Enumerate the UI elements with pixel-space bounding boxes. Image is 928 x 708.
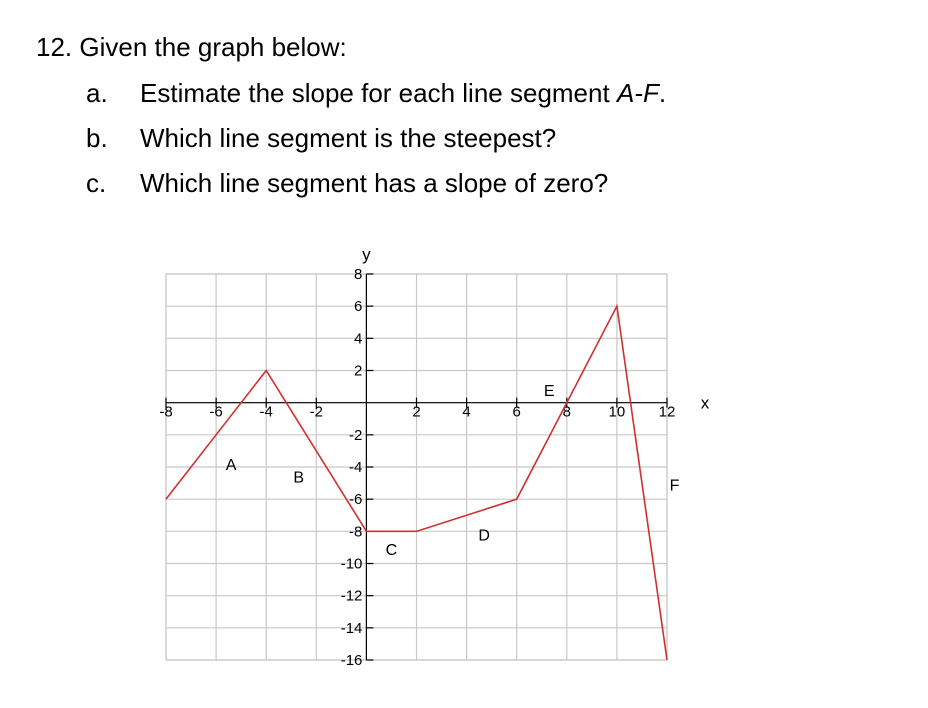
y-axis-label: y xyxy=(362,245,371,264)
grid xyxy=(166,274,667,660)
x-tick-label: 12 xyxy=(658,403,676,421)
x-tick-label: -6 xyxy=(209,403,223,421)
y-tick-label: -16 xyxy=(340,652,363,669)
y-tick-label: 8 xyxy=(354,266,363,283)
part-a-text-before: Estimate the slope for each line segment xyxy=(140,78,617,108)
segment-label-f: F xyxy=(669,477,680,495)
x-tick-label: 8 xyxy=(562,403,571,421)
part-a-label: a. xyxy=(86,78,108,108)
question-title: 12. Given the graph below: xyxy=(36,32,347,62)
part-c-label: c. xyxy=(86,168,107,198)
part-b-label: b. xyxy=(86,123,108,153)
x-tick-label: 6 xyxy=(512,403,521,421)
x-tick-label: -2 xyxy=(309,403,323,421)
y-tick-label: -10 xyxy=(340,555,363,573)
x-tick-label: 2 xyxy=(412,403,421,421)
segment-label-a: A xyxy=(225,456,237,474)
part-b-text: Which line segment is the steepest? xyxy=(140,123,557,153)
x-tick-label: 4 xyxy=(462,403,471,421)
segment-label-c: C xyxy=(385,542,398,560)
y-tick-label: 4 xyxy=(354,330,363,348)
x-tick-label: -8 xyxy=(159,403,173,421)
y-tick-label: -2 xyxy=(349,426,363,444)
x-tick-label: -4 xyxy=(259,403,273,421)
part-a-text-after: . xyxy=(658,78,667,108)
y-tick-label: -6 xyxy=(349,491,363,509)
y-tick-label: -8 xyxy=(349,523,363,541)
x-tick-label: 10 xyxy=(608,403,626,421)
part-a-text-italic: A-F xyxy=(616,78,659,108)
segment-label-b: B xyxy=(293,469,305,487)
y-tick-label: 6 xyxy=(354,298,363,316)
y-tick-label: -14 xyxy=(340,619,363,637)
x-axis-label: x xyxy=(700,393,710,413)
y-tick-label: 2 xyxy=(354,362,363,380)
segment-label-d: D xyxy=(478,527,490,545)
y-tick-label: -4 xyxy=(349,459,363,476)
segment-label-e: E xyxy=(543,382,555,400)
y-tick-label: -12 xyxy=(340,587,363,605)
part-c-text: Which line segment has a slope of zero? xyxy=(140,168,609,198)
